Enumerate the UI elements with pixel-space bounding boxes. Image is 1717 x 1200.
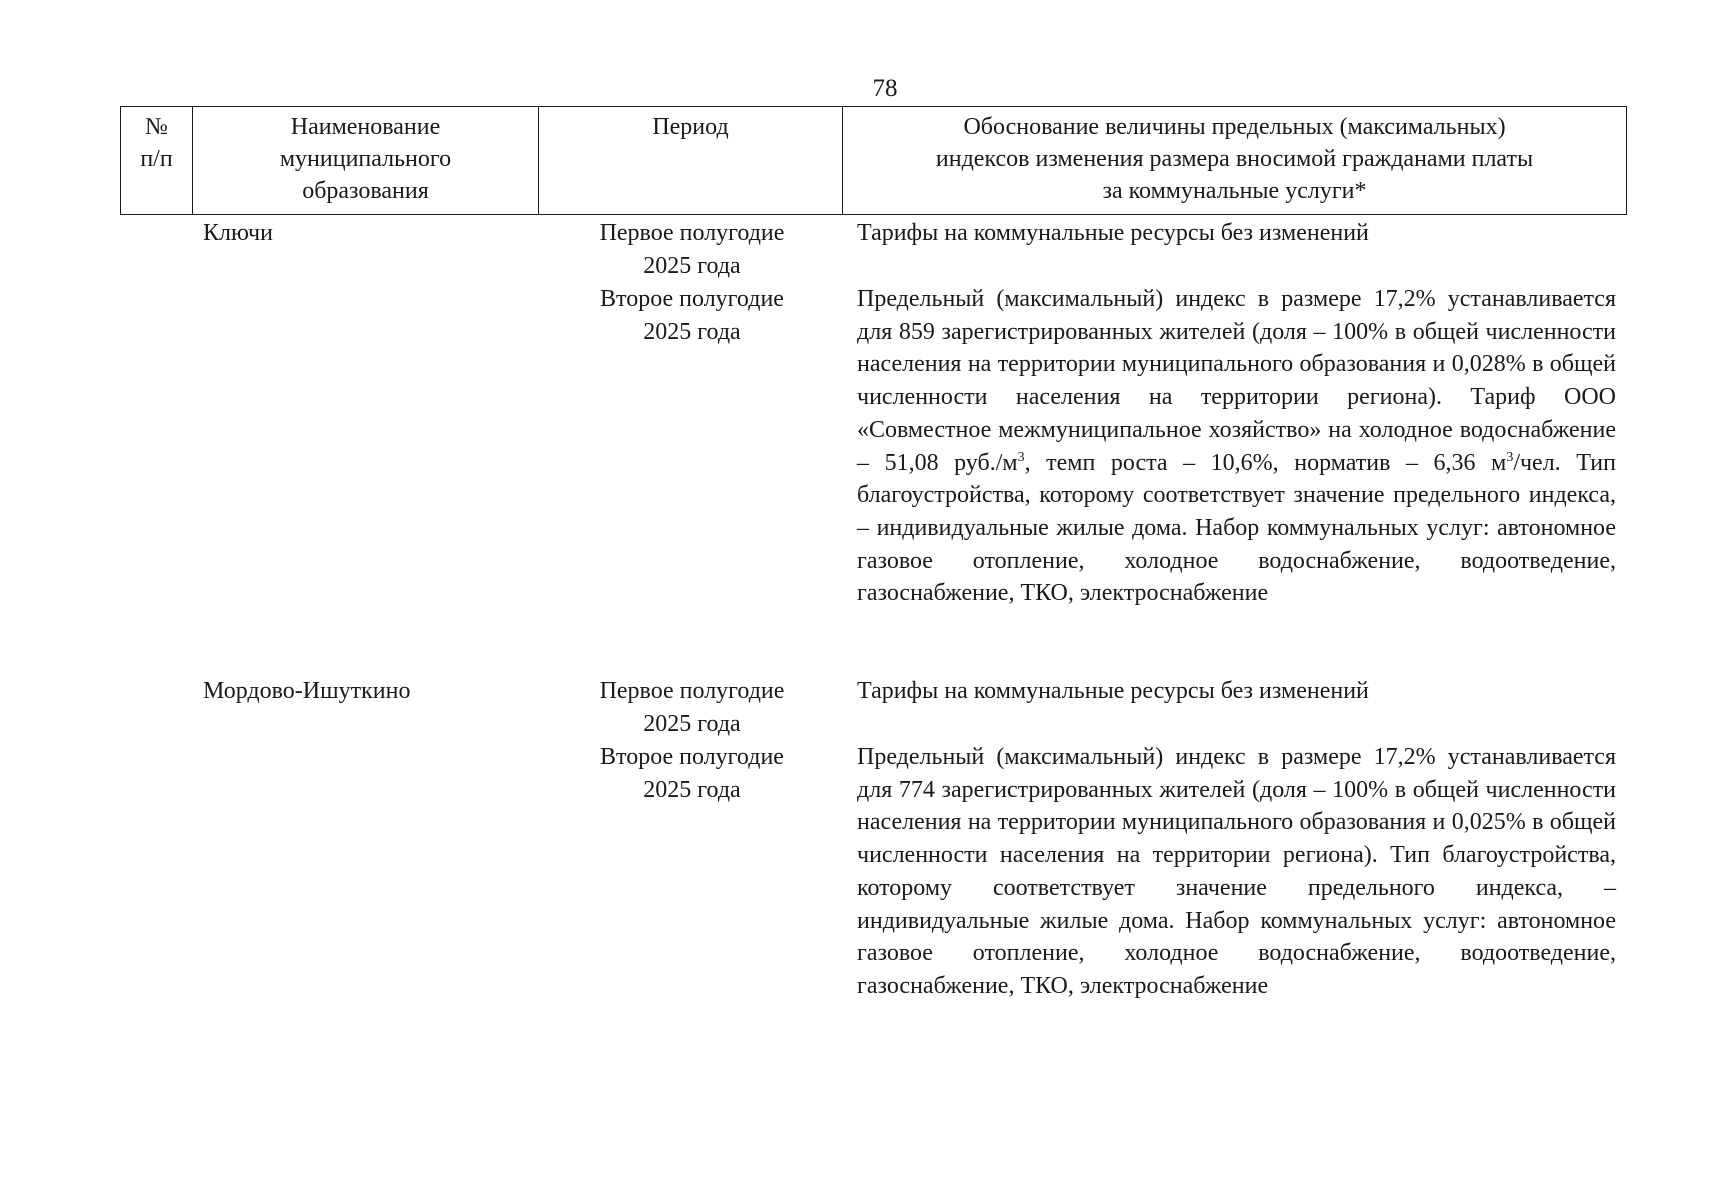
header-text: образования xyxy=(302,178,429,204)
header-col-number xyxy=(121,107,193,214)
period-text: Второе полугодие xyxy=(600,744,784,770)
municipality-name: Ключи xyxy=(203,220,273,246)
header-text: п/п xyxy=(140,146,173,172)
header-col-justification xyxy=(843,107,1626,214)
page-number: 78 xyxy=(872,75,898,102)
header-col-name xyxy=(193,107,539,214)
period-cell xyxy=(540,741,844,806)
period-text: Первое полугодие xyxy=(599,220,785,246)
header-col-period xyxy=(539,107,843,214)
table-header xyxy=(120,106,1627,215)
superscript: 3 xyxy=(1506,449,1514,465)
period-cell xyxy=(540,217,844,282)
justification-text: Тарифы на коммунальные ресурсы без изменений xyxy=(857,678,1369,704)
header-text: индексов изменения размера вносимой гражданами платы xyxy=(935,146,1534,172)
justification-text: Тарифы на коммунальные ресурсы без изменений xyxy=(857,220,1369,246)
period-text: 2025 года xyxy=(643,252,741,279)
header-text: муниципального xyxy=(279,146,452,172)
justification-part: Предельный (максимальный) индекс в размере 17,2% устанавливается для 859 зарегистрированных жителей (доля – 100% в общей численности населения на территории муниципального образования и 0,028% в общей численности населения на территории региона). Тариф ООО «Совместное межмуниципальное хозяйство» на холодное водоснабжение – 51,08 руб./м xyxy=(857,286,1616,476)
header-text: Наименование xyxy=(290,114,441,140)
period-text: 2025 года xyxy=(643,776,741,803)
period-text: Второе полугодие xyxy=(600,286,784,312)
period-cell xyxy=(540,283,844,348)
superscript: 3 xyxy=(1017,449,1025,465)
justification-text xyxy=(857,283,1616,610)
municipality-name: Мордово-Ишуткино xyxy=(203,678,411,704)
header-text: за коммунальные услуги* xyxy=(1102,178,1367,204)
header-text: Обоснование величины предельных (максимальных) xyxy=(963,114,1506,140)
justification-part: /чел. Тип благоустройства, которому соответствует значение предельного индекса, – индивидуальные жилые дома. Набор коммунальных услуг: автономное газовое отопление, холодное водоснабжение, водоотведение, газоснабжение, ТКО, электроснабжение xyxy=(857,449,1616,607)
justification-part: , темп роста – 10,6%, норматив – 6,36 м xyxy=(1024,449,1507,476)
header-text: № xyxy=(145,114,168,140)
period-text: 2025 года xyxy=(643,318,741,345)
justification-text: Предельный (максимальный) индекс в размере 17,2% устанавливается для 774 зарегистрированных жителей (доля – 100% в общей численности населения на территории муниципального образования и 0,025% в общей численности населения на территории региона). Тип благоустройства, которому соответствует значение предельного индекса, – индивидуальные жилые дома. Набор коммунальных услуг: автономное газовое отопление, холодное водоснабжение, водоотведение, газоснабжение, ТКО, электроснабжение xyxy=(857,744,1616,999)
period-text: Первое полугодие xyxy=(599,678,785,704)
period-text: 2025 года xyxy=(643,710,741,737)
header-text: Период xyxy=(652,114,729,140)
period-cell xyxy=(540,675,844,740)
